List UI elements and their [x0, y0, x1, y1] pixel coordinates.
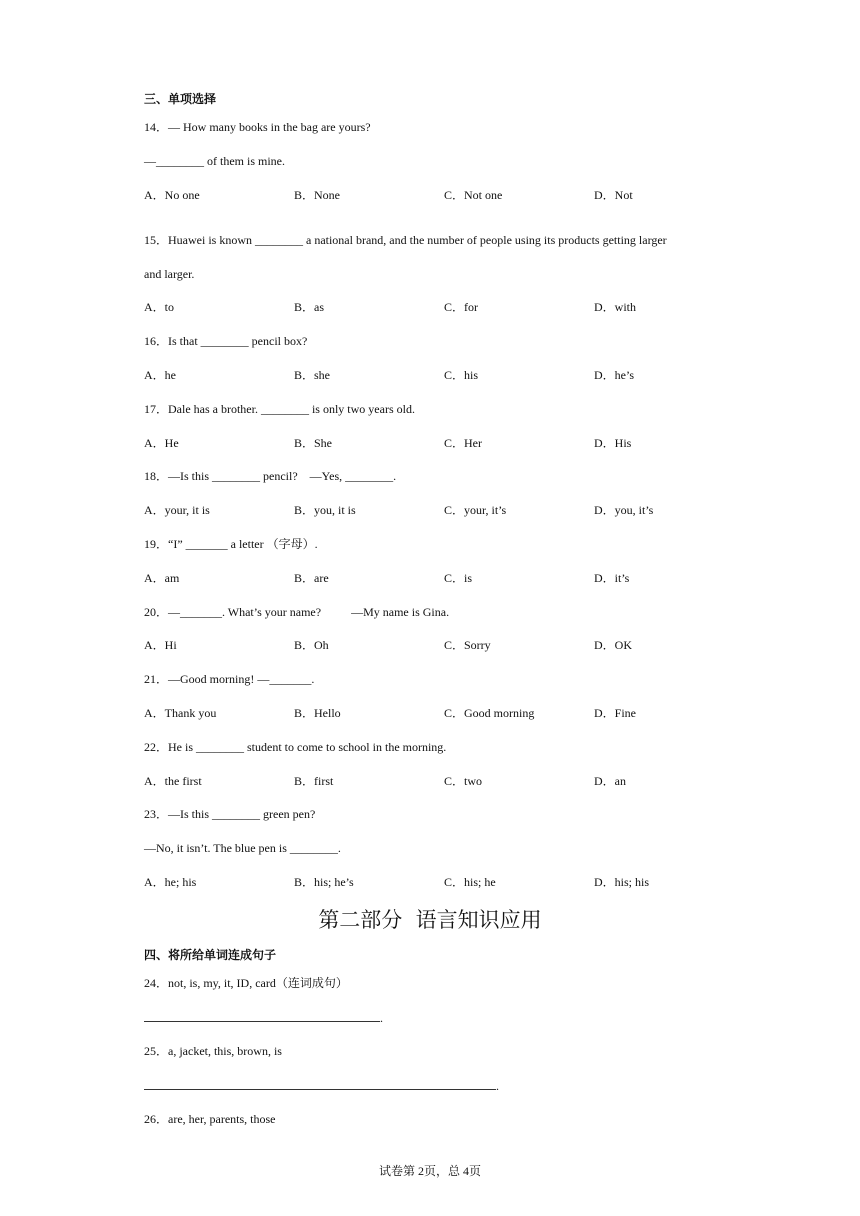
option-c: C．Good morning: [444, 706, 535, 720]
option-d: D．OK: [594, 638, 632, 652]
option-c: C．Sorry: [444, 638, 491, 652]
option-b: B．are: [294, 571, 329, 585]
option-d: D．he’s: [594, 368, 634, 382]
option-c: C．for: [444, 300, 478, 314]
option-c: C．Not one: [444, 188, 503, 202]
option-d: D．his; his: [594, 875, 650, 889]
option-d: D．you, it’s: [594, 503, 654, 517]
option-b: B．you, it is: [294, 503, 356, 517]
option-a: A．am: [144, 571, 180, 585]
question-text: 15．Huawei is known ________ a national brand, and the number of people using its products getting larger: [144, 233, 667, 247]
option-d: D．Not: [594, 188, 633, 202]
option-a: A．Thank you: [144, 706, 217, 720]
question-text: 20．—_______. What’s your name? —My name is Gina.: [144, 605, 450, 619]
answer-line[interactable]: [144, 1021, 380, 1022]
option-d: D．it’s: [594, 571, 630, 585]
question-text: 19．“I” _______ a letter （字母）.: [144, 537, 318, 551]
option-b: B．Oh: [294, 638, 329, 652]
question-text: and larger.: [144, 267, 195, 281]
option-b: B．first: [294, 774, 334, 788]
period: .: [380, 1011, 383, 1025]
option-b: B．Hello: [294, 706, 341, 720]
question-text: 22．He is ________ student to come to school in the morning.: [144, 740, 447, 754]
page-footer: 试卷第 2页，总 4页: [378, 1164, 481, 1178]
question-text: 17．Dale has a brother. ________ is only two years old.: [144, 402, 415, 416]
option-b: B．as: [294, 300, 325, 314]
option-a: A．Hi: [144, 638, 177, 652]
question-text: 24．not, is, my, it, ID, card（连词成句）: [144, 976, 348, 990]
period: .: [496, 1079, 499, 1093]
option-b: B．she: [294, 368, 331, 382]
option-d: D．with: [594, 300, 637, 314]
question-text: 21．—Good morning! —_______.: [144, 672, 315, 686]
option-c: C．his; he: [444, 875, 496, 889]
answer-line[interactable]: [144, 1089, 496, 1090]
question-text: 18．—Is this ________ pencil? —Yes, ________.: [144, 469, 397, 483]
option-a: A．he; his: [144, 875, 197, 889]
question-text: —________ of them is mine.: [144, 154, 285, 168]
option-a: A．the first: [144, 774, 202, 788]
option-c: C．your, it’s: [444, 503, 507, 517]
part-title: 第二部分 语言知识应用: [318, 908, 542, 932]
question-text: 14．— How many books in the bag are yours?: [144, 120, 371, 134]
option-a: A．No one: [144, 188, 200, 202]
option-c: C．Her: [444, 436, 482, 450]
section-title: 三、单项选择: [144, 92, 217, 106]
question-text: 23．—Is this ________ green pen?: [144, 807, 316, 821]
option-d: D．Fine: [594, 706, 637, 720]
option-d: D．His: [594, 436, 632, 450]
option-a: A．to: [144, 300, 175, 314]
option-a: A．your, it is: [144, 503, 210, 517]
option-b: B．his; he’s: [294, 875, 354, 889]
option-c: C．is: [444, 571, 473, 585]
question-text: —No, it isn’t. The blue pen is ________.: [144, 841, 341, 855]
option-b: B．None: [294, 188, 340, 202]
option-a: A．he: [144, 368, 176, 382]
question-text: 16．Is that ________ pencil box?: [144, 334, 308, 348]
option-a: A．He: [144, 436, 179, 450]
option-c: C．his: [444, 368, 479, 382]
question-text: 25．a, jacket, this, brown, is: [144, 1044, 282, 1058]
option-b: B．She: [294, 436, 333, 450]
option-d: D．an: [594, 774, 626, 788]
question-text: 26．are, her, parents, those: [144, 1112, 276, 1126]
section-title: 四、将所给单词连成句子: [144, 948, 277, 962]
option-c: C．two: [444, 774, 483, 788]
